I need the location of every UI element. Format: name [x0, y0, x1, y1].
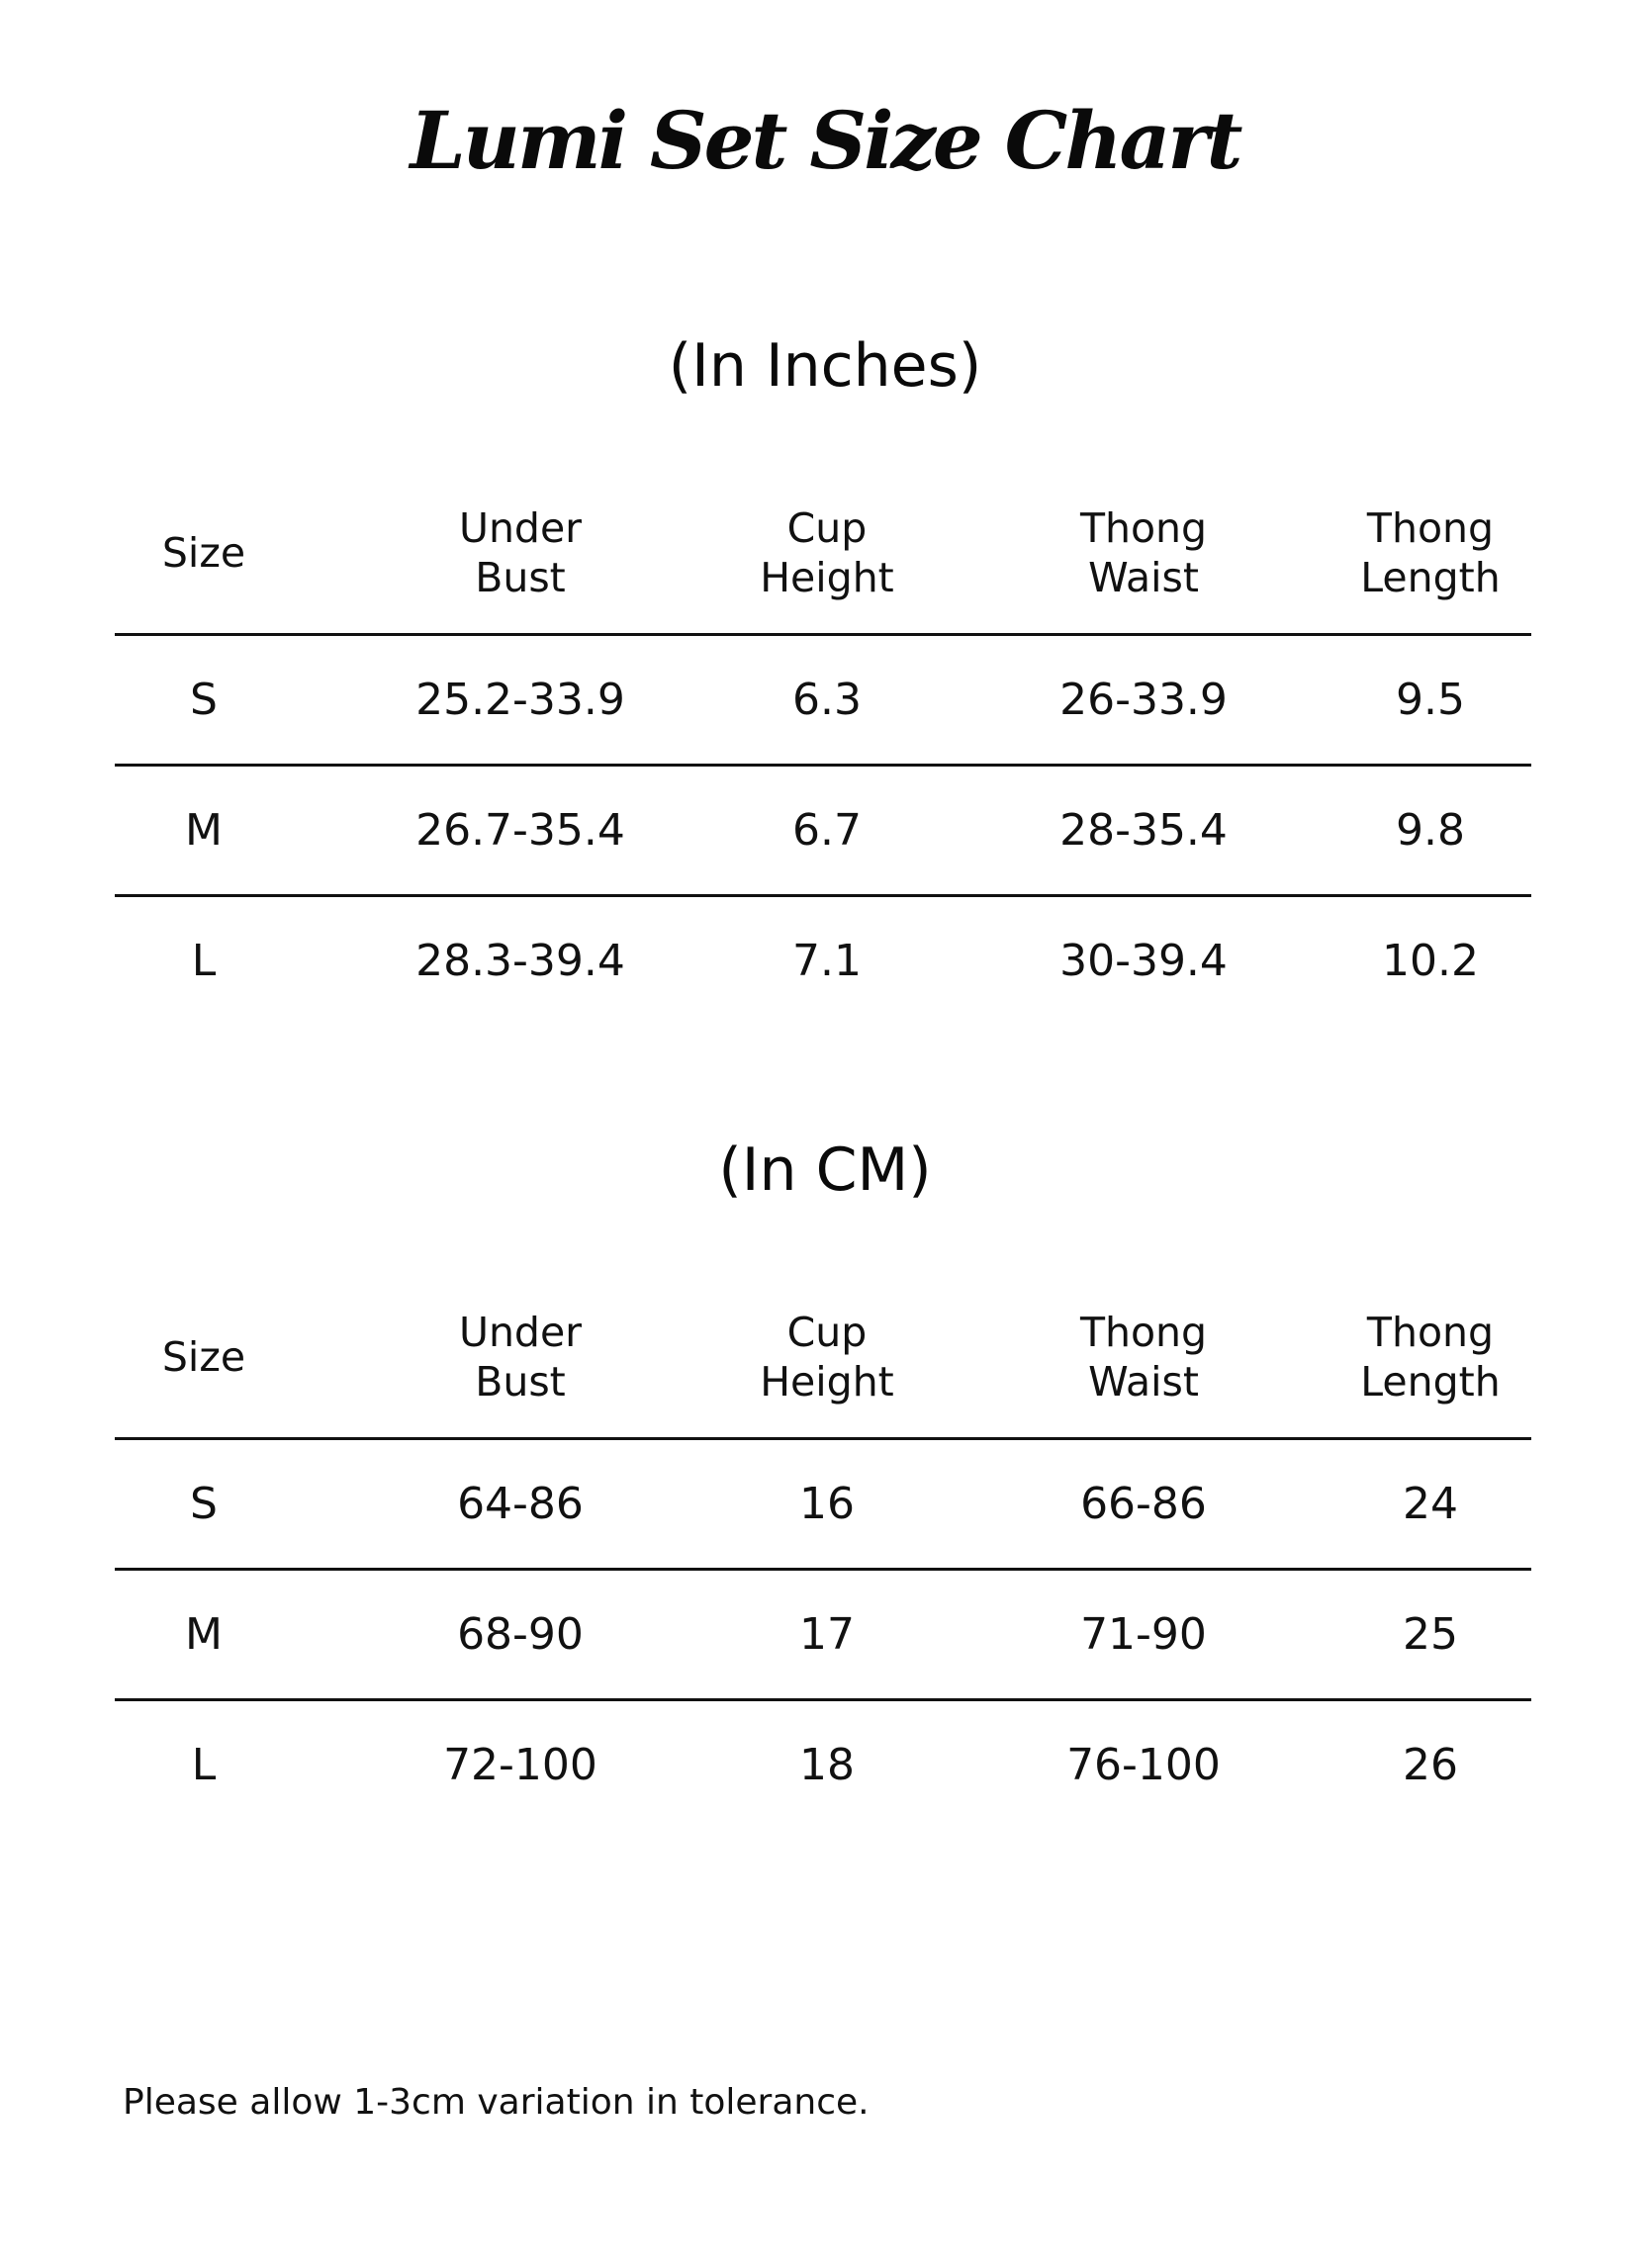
cell-thong-waist: 28-35.4	[1059, 805, 1228, 856]
cell-cup-height: 7.1	[792, 936, 862, 986]
column-header-under-bust: Under Bust	[458, 1309, 583, 1406]
column-header-size: Size	[161, 529, 246, 577]
cell-under-bust: 28.3-39.4	[415, 936, 625, 986]
cell-thong-length: 24	[1403, 1479, 1458, 1529]
column-header-thong-waist: Thong Waist	[1079, 504, 1208, 601]
table-row	[115, 1440, 1531, 1571]
cell-size: M	[185, 805, 223, 856]
column-header-cup-height: Cup Height	[760, 1309, 894, 1406]
cell-thong-length: 10.2	[1382, 936, 1479, 986]
cell-under-bust: 72-100	[443, 1740, 597, 1790]
tolerance-footnote: Please allow 1-3cm variation in tolerance.	[123, 2082, 870, 2123]
cell-thong-waist: 76-100	[1066, 1740, 1221, 1790]
cell-under-bust: 64-86	[457, 1479, 584, 1529]
table-header-row	[115, 1289, 1531, 1440]
cell-under-bust: 68-90	[457, 1609, 584, 1660]
column-header-thong-length: Thong Length	[1360, 504, 1501, 601]
cell-under-bust: 26.7-35.4	[415, 805, 625, 856]
inches-section-heading: (In Inches)	[668, 331, 982, 401]
table-row	[115, 1571, 1531, 1701]
cell-thong-length: 26	[1403, 1740, 1458, 1790]
cell-thong-waist: 26-33.9	[1059, 675, 1228, 725]
cell-under-bust: 25.2-33.9	[415, 675, 625, 725]
table-header-row	[115, 485, 1531, 636]
table-row	[115, 897, 1531, 1025]
page-title: Lumi Set Size Chart	[410, 94, 1240, 187]
cell-cup-height: 6.3	[792, 675, 862, 725]
inches-size-table	[115, 485, 1531, 1025]
table-row	[115, 636, 1531, 767]
column-header-size: Size	[161, 1333, 246, 1381]
cm-size-table	[115, 1289, 1531, 1829]
column-header-cup-height: Cup Height	[760, 504, 894, 601]
table-row	[115, 767, 1531, 897]
cell-size: M	[185, 1609, 223, 1660]
cell-size: S	[190, 1479, 218, 1529]
cell-size: S	[190, 675, 218, 725]
column-header-thong-length: Thong Length	[1360, 1309, 1501, 1406]
cell-thong-length: 25	[1403, 1609, 1458, 1660]
cell-cup-height: 17	[799, 1609, 855, 1660]
cell-thong-length: 9.8	[1396, 805, 1465, 856]
cell-cup-height: 6.7	[792, 805, 862, 856]
cell-thong-waist: 71-90	[1080, 1609, 1207, 1660]
cell-thong-length: 9.5	[1396, 675, 1465, 725]
cell-cup-height: 18	[799, 1740, 855, 1790]
column-header-under-bust: Under Bust	[458, 504, 583, 601]
cell-size: L	[191, 936, 217, 986]
column-header-thong-waist: Thong Waist	[1079, 1309, 1208, 1406]
cell-thong-waist: 30-39.4	[1059, 936, 1228, 986]
cell-size: L	[191, 1740, 217, 1790]
cell-thong-waist: 66-86	[1080, 1479, 1207, 1529]
table-row	[115, 1701, 1531, 1829]
cm-section-heading: (In CM)	[718, 1135, 932, 1205]
cell-cup-height: 16	[799, 1479, 855, 1529]
